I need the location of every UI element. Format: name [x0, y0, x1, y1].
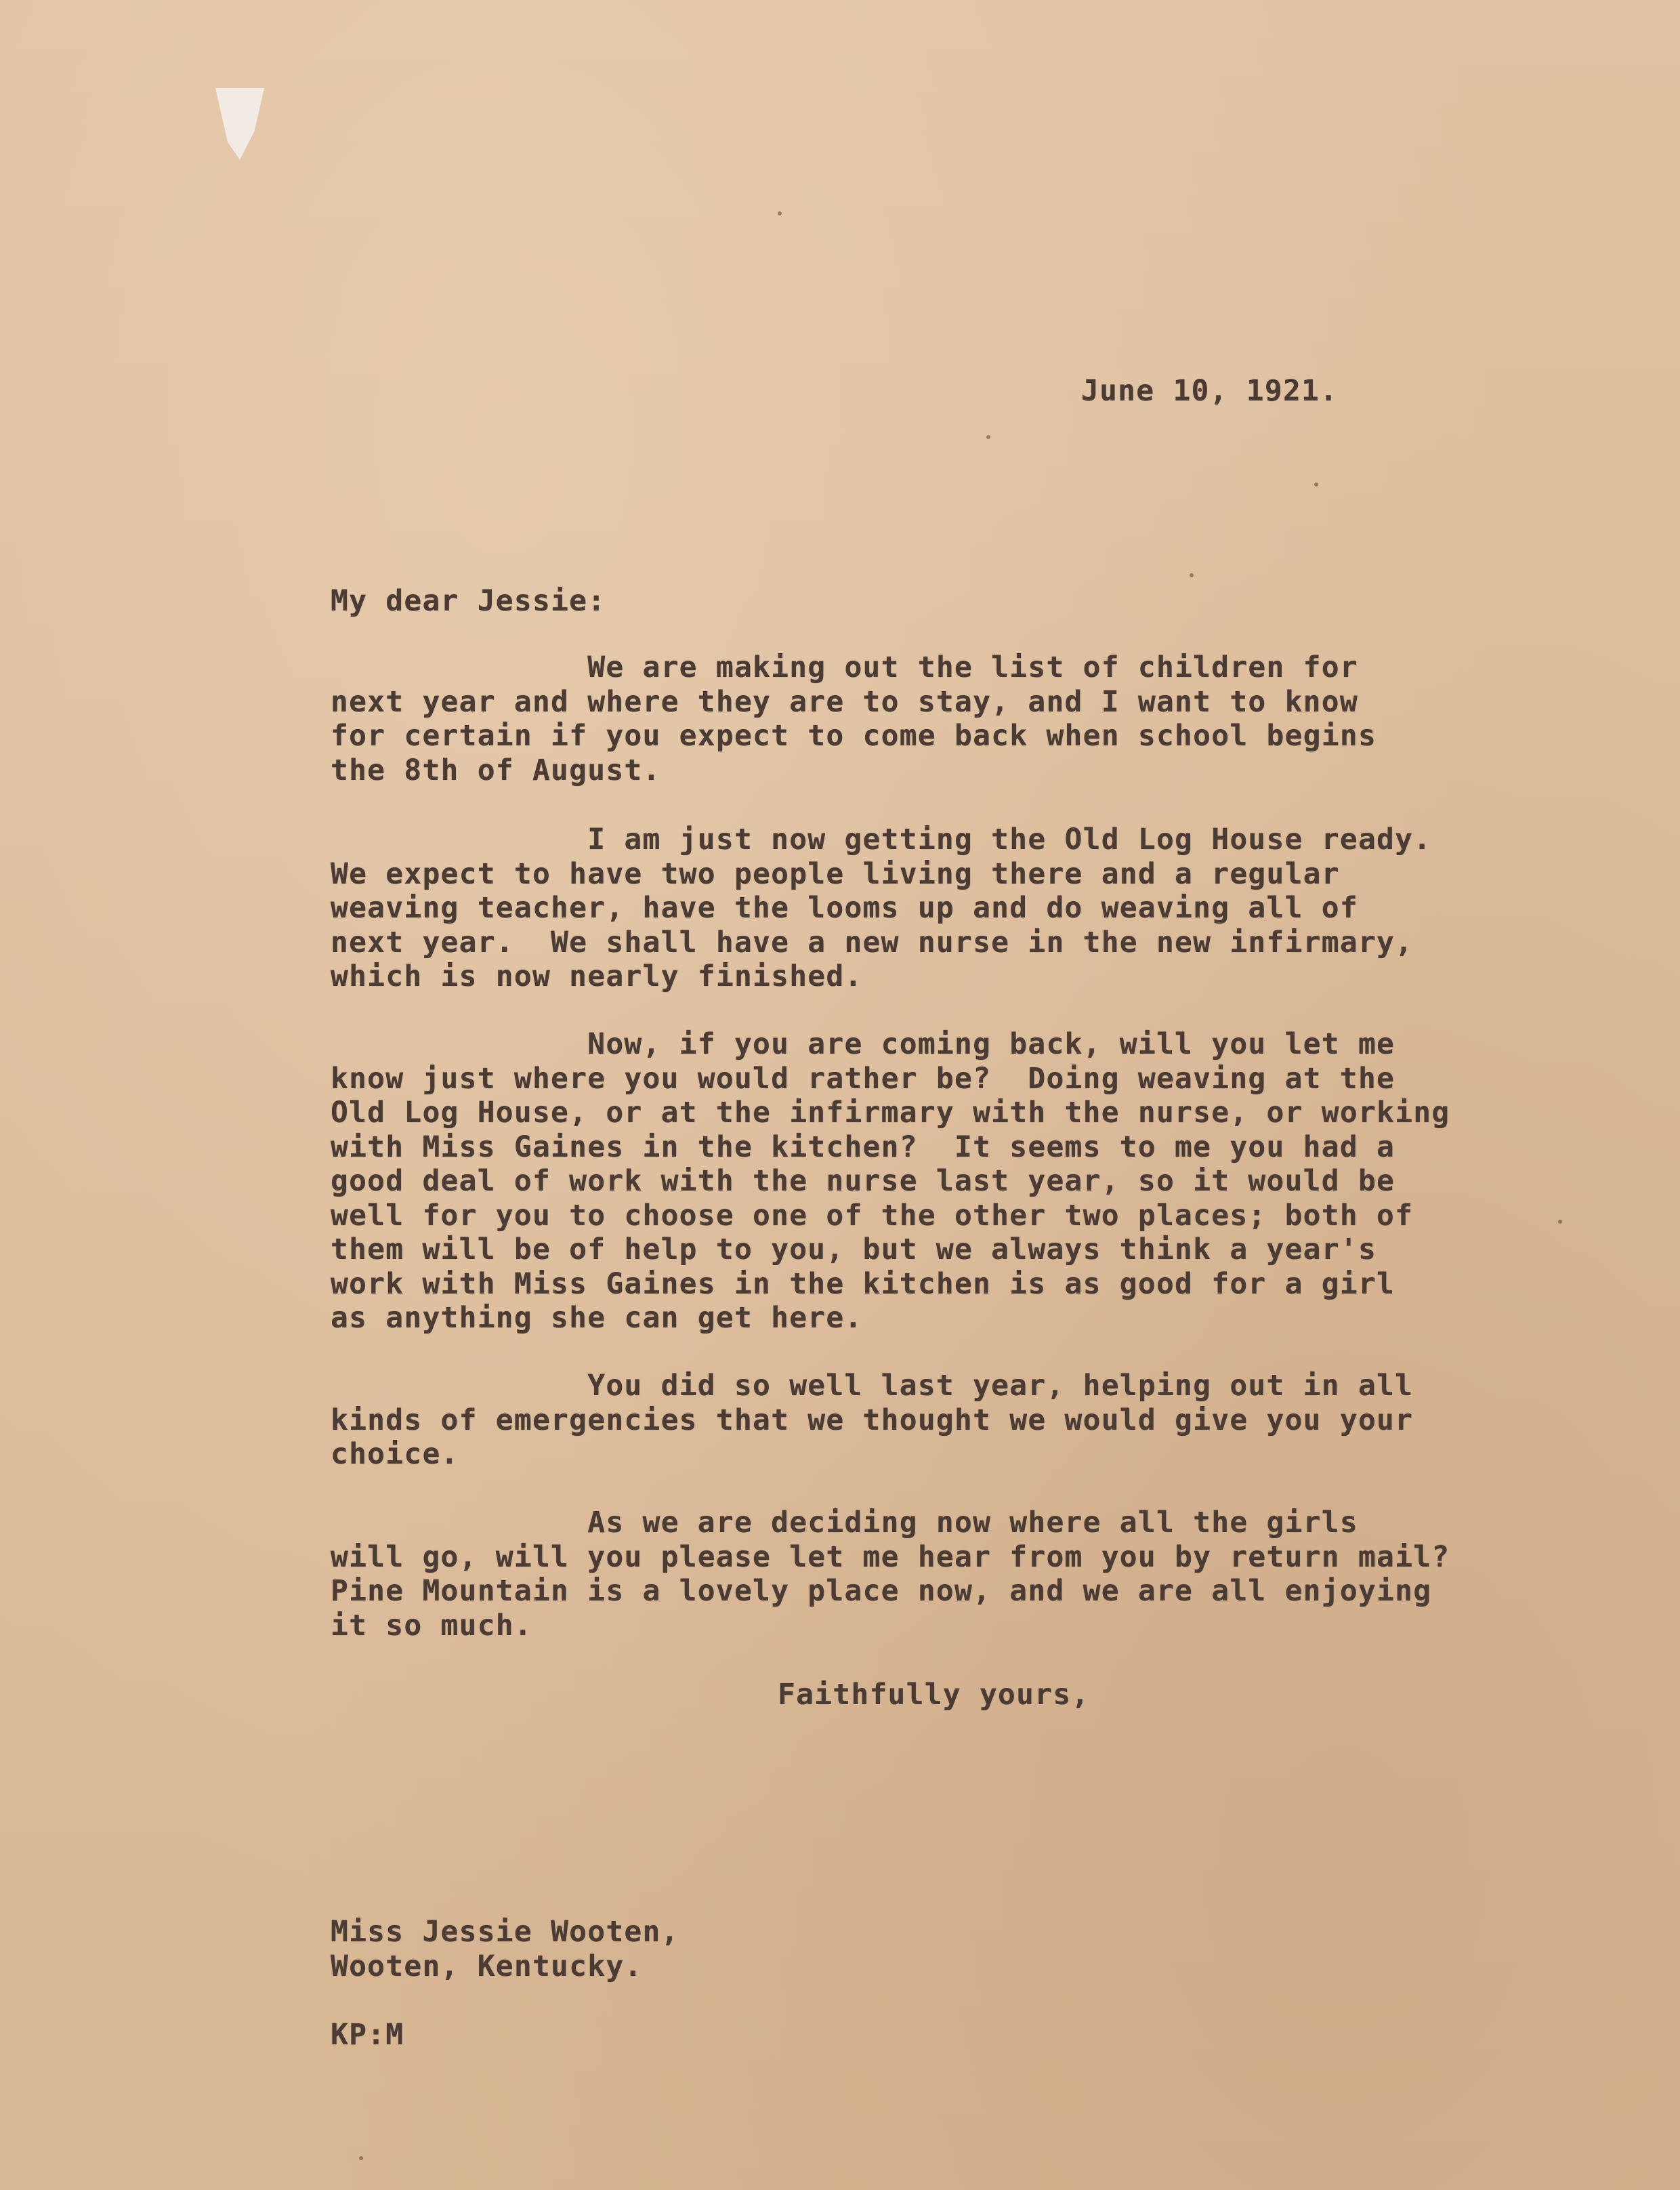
- paragraph-3: Now, if you are coming back, will you let me know just where you would rather be? Doing weaving at the Old Log House, or at the infirmary with the nurse, or working with Miss Gaines in the kitchen? It seems to me you had a good deal of work with the nurse last year, so it would be well for you to choose one of the other two places; both of them will be of help to you, but we always think a year's work with Miss Gaines in the kitchen is as good for a girl as anything she can get here.: [331, 1027, 1450, 1335]
- paper-fleck: [1190, 573, 1194, 577]
- letter-date: June 10, 1921.: [1081, 374, 1339, 408]
- paper-fleck: [1558, 1220, 1562, 1224]
- paper-fleck: [778, 211, 782, 215]
- salutation: My dear Jessie:: [331, 584, 606, 618]
- paragraph-4: You did so well last year, helping out in all kinds of emergencies that we thought we would give you your choice.: [331, 1369, 1414, 1471]
- paragraph-2: I am just now getting the Old Log House ready. We expect to have two people living there and a regular weaving teacher, have the looms up and do weaving all of next year. We shall have a new nurse in the new infirmary, which is now nearly finished.: [331, 823, 1432, 993]
- paper-fleck: [986, 435, 990, 439]
- closing: Faithfully yours,: [778, 1678, 1090, 1712]
- recipient-address: Miss Jessie Wooten, Wooten, Kentucky.: [331, 1915, 679, 1983]
- paragraph-1: We are making out the list of children for next year and where they are to stay, and I want to know for certain if you expect to come back when school begins the 8th of August.: [331, 650, 1377, 787]
- punch-hole: [215, 88, 264, 160]
- paper-fleck: [359, 2156, 363, 2160]
- paragraph-5: As we are deciding now where all the girls will go, will you please let me hear from you by return mail? Pine Mountain is a lovely place now, and we are all enjoying it so much.: [331, 1506, 1450, 1642]
- reference-initials: KP:M: [331, 2018, 404, 2052]
- paper-fleck: [1314, 482, 1318, 487]
